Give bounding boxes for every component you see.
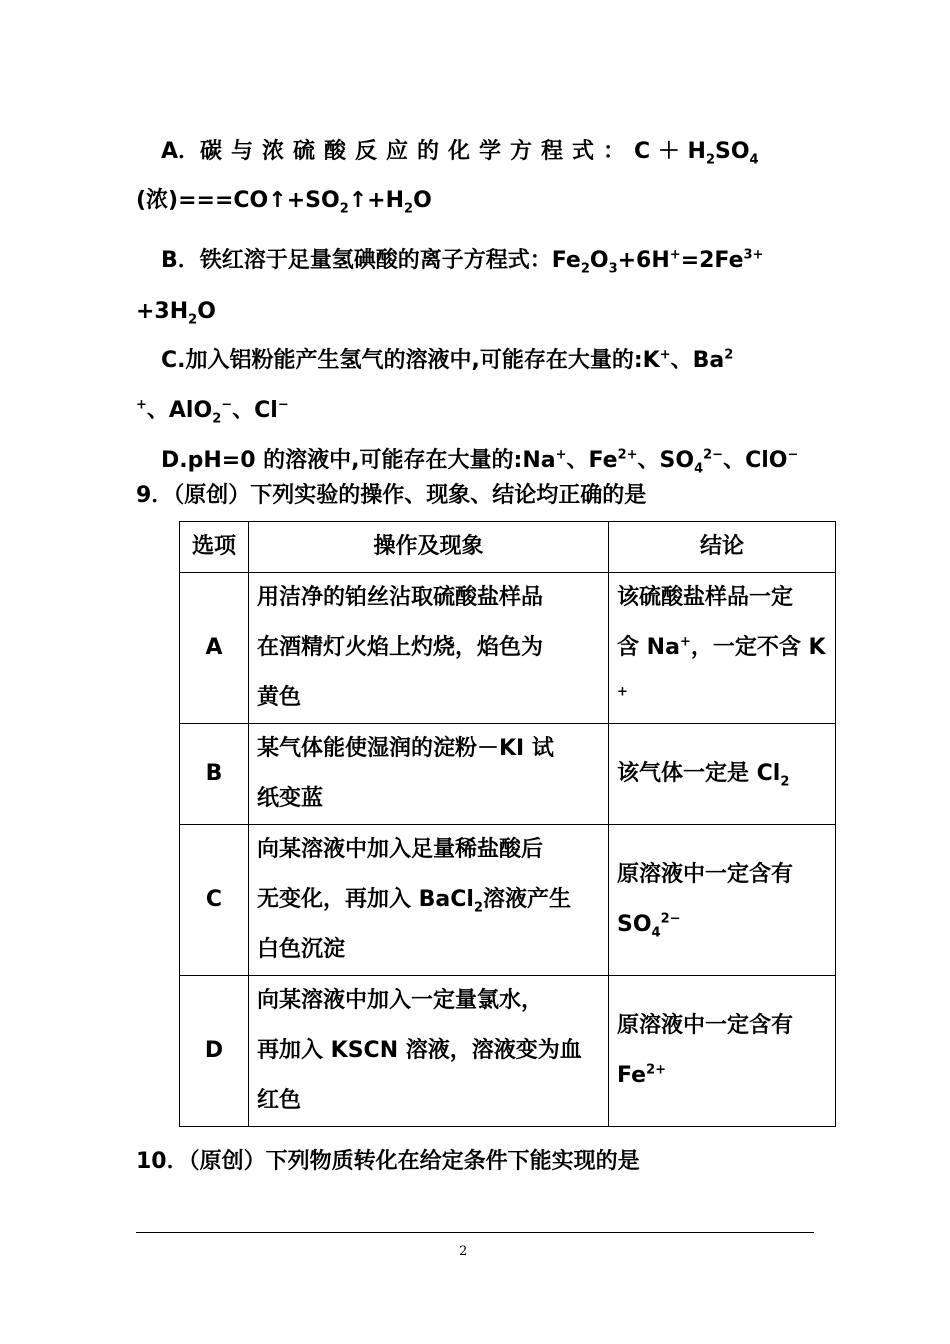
header-option: 选项: [180, 522, 249, 573]
row-c-operation: 向某溶液中加入足量稀盐酸后 无变化，再加入 BaCl$_2$溶液产生 白色沉淀: [249, 825, 609, 976]
q8-option-b-line1: B．铁红溶于足量氢碘酸的离子方程式：$Fe_2O_3+6H^+=2Fe^{3+}$: [161, 247, 764, 277]
q8-option-d: D.pH=0 的溶液中,可能存在大量的:Na+、$Fe^{2+}$、$SO_4^{2-}$、ClO−: [161, 447, 799, 477]
table-row: [180, 573, 836, 724]
row-a-conclusion: 该硫酸盐样品一定 含 Na+，一定不含 K +: [609, 573, 836, 724]
row-a-option: A: [180, 573, 249, 724]
q8-option-c-line1: C.加入铝粉能产生氢气的溶液中,可能存在大量的:K+、Ba$^2$: [161, 347, 734, 373]
row-d-operation: 向某溶液中加入一定量氯水， 再加入 KSCN 溶液，溶液变为血 红色: [249, 976, 609, 1127]
q8-option-c-line2: +、AlO$_2$−、Cl−: [136, 397, 289, 427]
header-conclusion: 结论: [609, 522, 836, 573]
table-row: [180, 724, 836, 825]
q10-title: 10．（原创）下列物质转化在给定条件下能实现的是: [136, 1149, 640, 1174]
header-operation: 操作及现象: [249, 522, 609, 573]
q8-option-a-line1: A．碳与浓硫酸反应的化学方程式：$C + H_2SO_4$: [161, 139, 759, 168]
page-number: 2: [459, 1244, 468, 1259]
table-row: [180, 825, 836, 976]
q9-table: [179, 521, 836, 1127]
row-d-option: D: [180, 976, 249, 1127]
row-b-operation: 某气体能使湿润的淀粉－KI 试 纸变蓝: [249, 724, 609, 825]
row-a-operation: 用洁净的铂丝沾取硫酸盐样品 在酒精灯火焰上灼烧，焰色为 黄色: [249, 573, 609, 724]
table-row: [180, 976, 836, 1127]
row-b-conclusion: 该气体一定是 $Cl_2$: [609, 724, 836, 825]
row-b-option: B: [180, 724, 249, 825]
q8-option-a-line2: (浓)$===CO↑+SO_2↑+H_2O$: [136, 188, 432, 217]
table-header-row: [180, 522, 836, 573]
row-d-conclusion: 原溶液中一定含有 $Fe^{2+}$: [609, 976, 836, 1127]
row-c-option: C: [180, 825, 249, 976]
q8-option-b-line2: $+3H_2O$: [136, 299, 216, 328]
row-c-conclusion: 原溶液中一定含有 $SO_4^{2-}$: [609, 825, 836, 976]
q9-title: 9．（原创）下列实验的操作、现象、结论均正确的是: [136, 483, 647, 508]
footer-divider: [136, 1232, 814, 1233]
